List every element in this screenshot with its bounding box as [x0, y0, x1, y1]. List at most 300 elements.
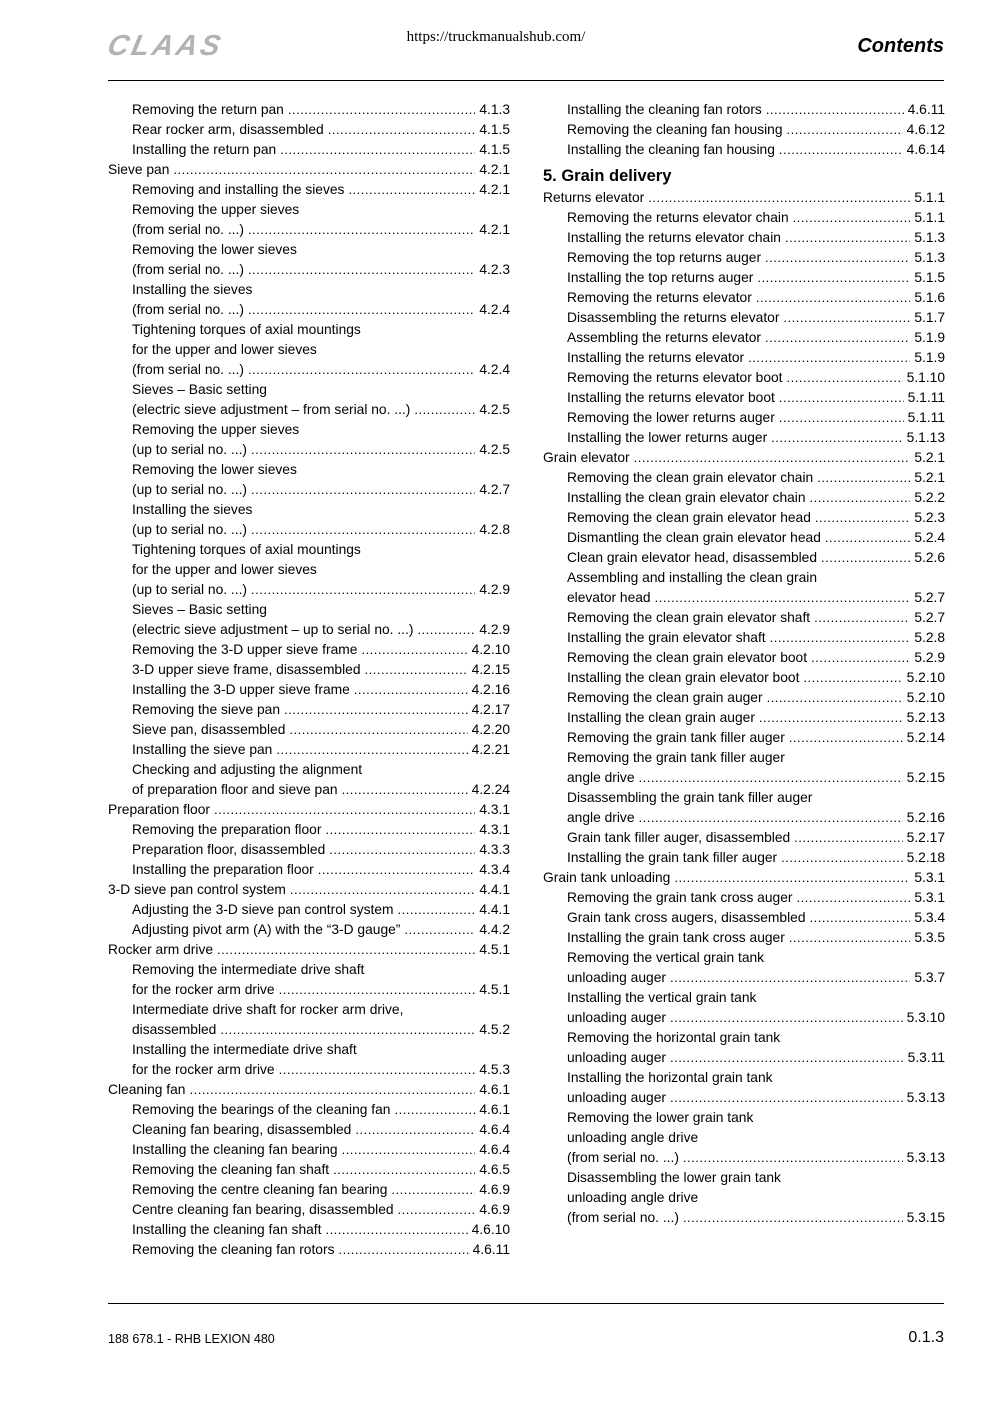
- toc-entry-title: Sieves – Basic setting: [132, 382, 267, 397]
- toc-entry-title: Removing the intermediate drive shaft: [132, 962, 365, 977]
- toc-entry-title: Removing the lower returns auger: [567, 410, 775, 425]
- toc-entry-title: Installing the cleaning fan bearing: [132, 1142, 338, 1157]
- toc-dot-leader: [342, 1140, 476, 1160]
- toc-entry[interactable]: [108, 420, 510, 440]
- toc-entry[interactable]: [543, 308, 945, 328]
- toc-dot-leader: [821, 548, 910, 568]
- toc-entry[interactable]: [543, 948, 945, 968]
- toc-entry-page: 5.1.1: [914, 190, 945, 205]
- toc-entry-page: 5.3.5: [914, 930, 945, 945]
- toc-dot-leader: [214, 800, 475, 820]
- toc-entry[interactable]: [543, 248, 945, 268]
- toc-entry[interactable]: [108, 1160, 510, 1180]
- toc-entry[interactable]: [543, 428, 945, 448]
- toc-entry[interactable]: [108, 1180, 510, 1200]
- toc-dot-leader: [348, 180, 475, 200]
- toc-dot-leader: [391, 1180, 475, 1200]
- toc-entry-title: Installing the sieves: [132, 502, 253, 517]
- toc-entry[interactable]: [543, 228, 945, 248]
- toc-entry[interactable]: [108, 820, 510, 840]
- toc-dot-leader: [251, 440, 475, 460]
- toc-entry-title: Removing the upper sieves: [132, 422, 300, 437]
- toc-entry-page: 4.2.9: [479, 582, 510, 597]
- toc-entry[interactable]: [543, 100, 945, 120]
- toc-entry[interactable]: [543, 208, 945, 228]
- toc-entry[interactable]: [108, 800, 510, 820]
- toc-entry-title: (from serial no. ...): [567, 1210, 679, 1225]
- toc-entry[interactable]: [108, 1000, 510, 1020]
- toc-dot-leader: [284, 700, 468, 720]
- toc-entry[interactable]: [108, 1020, 510, 1040]
- toc-entry-page: 4.2.24: [471, 782, 510, 797]
- toc-entry[interactable]: [543, 468, 945, 488]
- toc-entry[interactable]: [543, 1048, 945, 1068]
- toc-entry-page: 4.1.3: [479, 102, 510, 117]
- toc-entry[interactable]: [543, 1208, 945, 1228]
- toc-entry-page: 4.2.8: [479, 522, 510, 537]
- toc-entry[interactable]: [543, 748, 945, 768]
- toc-entry[interactable]: [543, 888, 945, 908]
- toc-entry-title: (electric sieve adjustment – from serial no. ...): [132, 402, 411, 417]
- toc-entry-page: 5.3.1: [914, 890, 945, 905]
- toc-entry-title: Adjusting pivot arm (A) with the “3-D gauge”: [132, 922, 401, 937]
- toc-entry[interactable]: [543, 348, 945, 368]
- toc-entry-page: 5.2.4: [914, 530, 945, 545]
- toc-entry-title: Preparation floor: [108, 802, 211, 817]
- toc-entry[interactable]: [108, 940, 510, 960]
- toc-entry[interactable]: [108, 260, 510, 280]
- toc-dot-leader: [789, 928, 911, 948]
- toc-dot-leader: [648, 188, 910, 208]
- toc-entry[interactable]: [108, 920, 510, 940]
- toc-entry[interactable]: [543, 188, 945, 208]
- toc-entry[interactable]: [108, 1200, 510, 1220]
- toc-dot-leader: [765, 328, 910, 348]
- toc-entry-title: Installing the cleaning fan housing: [567, 142, 775, 157]
- toc-entry-title: (electric sieve adjustment – up to serial no. ...): [132, 622, 414, 637]
- toc-entry-title: Removing the returns elevator: [567, 290, 752, 305]
- toc-entry[interactable]: [543, 1128, 945, 1148]
- toc-entry-title: Removing the grain tank cross auger: [567, 890, 793, 905]
- toc-entry[interactable]: [543, 808, 945, 828]
- toc-entry[interactable]: [108, 360, 510, 380]
- toc-entry-title: Installing the grain tank cross auger: [567, 930, 785, 945]
- toc-entry-page: 5.2.17: [906, 830, 945, 845]
- toc-entry[interactable]: [108, 460, 510, 480]
- toc-entry-title: Assembling and installing the clean grain: [567, 570, 818, 585]
- toc-dot-leader: [770, 628, 911, 648]
- toc-entry[interactable]: [108, 200, 510, 220]
- toc-entry[interactable]: [543, 848, 945, 868]
- toc-entry-title: Removing the sieve pan: [132, 702, 281, 717]
- toc-entry-title: Installing the clean grain auger: [567, 710, 755, 725]
- toc-dot-leader: [248, 260, 475, 280]
- toc-entry[interactable]: [543, 568, 945, 588]
- toc-entry[interactable]: [543, 388, 945, 408]
- toc-entry-title: Installing the intermediate drive shaft: [132, 1042, 357, 1057]
- toc-dot-leader: [217, 940, 475, 960]
- page-title: Contents: [857, 35, 944, 57]
- toc-entry[interactable]: [108, 480, 510, 500]
- toc-entry-title: disassembled: [132, 1022, 217, 1037]
- toc-entry-title: (up to serial no. ...): [132, 582, 248, 597]
- toc-entry-title: Installing the sieves: [132, 282, 253, 297]
- toc-entry[interactable]: [108, 380, 510, 400]
- toc-dot-leader: [683, 1208, 903, 1228]
- toc-entry-title: Adjusting the 3-D sieve pan control system: [132, 902, 394, 917]
- toc-entry-page: 5.2.6: [914, 550, 945, 565]
- toc-entry-title: for the upper and lower sieves: [132, 342, 317, 357]
- toc-entry-page: 4.1.5: [479, 122, 510, 137]
- toc-entry[interactable]: [108, 980, 510, 1000]
- toc-entry[interactable]: [543, 408, 945, 428]
- toc-entry[interactable]: [543, 688, 945, 708]
- toc-entry[interactable]: [108, 100, 510, 120]
- toc-entry[interactable]: [543, 828, 945, 848]
- toc-dot-leader: [771, 428, 902, 448]
- header-url[interactable]: https://truckmanualshub.com/: [406, 29, 586, 45]
- toc-entry[interactable]: [108, 500, 510, 520]
- toc-entry-title: Installing the return pan: [132, 142, 277, 157]
- toc-entry[interactable]: [108, 740, 510, 760]
- toc-entry[interactable]: [543, 1168, 945, 1188]
- toc-entry-page: 5.3.13: [906, 1090, 945, 1105]
- toc-entry[interactable]: [108, 620, 510, 640]
- toc-entry-page: 5.2.7: [914, 590, 945, 605]
- toc-entry[interactable]: [543, 120, 945, 140]
- toc-entry-title: (up to serial no. ...): [132, 522, 248, 537]
- toc-entry[interactable]: [108, 240, 510, 260]
- toc-entry-title: Disassembling the grain tank filler auger: [567, 790, 813, 805]
- toc-entry[interactable]: [543, 928, 945, 948]
- footer-divider: [108, 1303, 944, 1304]
- toc-entry[interactable]: [108, 1080, 510, 1100]
- toc-entry-title: Assembling the returns elevator: [567, 330, 762, 345]
- toc-entry-title: Grain tank unloading: [543, 870, 671, 885]
- toc-entry-title: Grain elevator: [543, 450, 630, 465]
- toc-entry[interactable]: [108, 860, 510, 880]
- toc-dot-leader: [248, 360, 475, 380]
- toc-entry-page: 4.6.12: [906, 122, 945, 137]
- toc-entry-title: unloading auger: [567, 970, 666, 985]
- toc-entry-title: Installing the grain tank filler auger: [567, 850, 778, 865]
- toc-entry[interactable]: [543, 1148, 945, 1168]
- toc-entry-title: Cleaning fan bearing, disassembled: [132, 1122, 352, 1137]
- toc-entry[interactable]: [108, 1120, 510, 1140]
- toc-dot-leader: [787, 120, 903, 140]
- toc-entry[interactable]: [108, 680, 510, 700]
- toc-entry[interactable]: [543, 608, 945, 628]
- toc-entry[interactable]: [108, 400, 510, 420]
- toc-entry[interactable]: [108, 1240, 510, 1260]
- toc-entry-title: Intermediate drive shaft for rocker arm drive,: [132, 1002, 404, 1017]
- toc-entry-title: Tightening torques of axial mountings: [132, 322, 361, 337]
- toc-entry-title: (from serial no. ...): [132, 262, 244, 277]
- toc-dot-leader: [785, 228, 910, 248]
- toc-entry-title: Removing the returns elevator boot: [567, 370, 783, 385]
- toc-entry-title: Installing the lower returns auger: [567, 430, 768, 445]
- toc-entry-page: 5.1.9: [914, 350, 945, 365]
- toc-entry-page: 4.4.2: [479, 922, 510, 937]
- toc-entry-page: 5.3.7: [914, 970, 945, 985]
- header-divider: [108, 80, 944, 81]
- toc-entry-title: Installing the clean grain elevator chain: [567, 490, 806, 505]
- toc-entry-title: Installing the cleaning fan rotors: [567, 102, 762, 117]
- toc-entry[interactable]: [543, 288, 945, 308]
- toc-entry-page: 5.3.15: [906, 1210, 945, 1225]
- toc-entry-page: 4.2.1: [479, 162, 510, 177]
- toc-dot-leader: [756, 288, 910, 308]
- toc-dot-leader: [803, 668, 902, 688]
- toc-entry-page: 5.2.9: [914, 650, 945, 665]
- toc-entry[interactable]: [108, 220, 510, 240]
- toc-entry[interactable]: [108, 760, 510, 780]
- toc-dot-leader: [793, 208, 911, 228]
- toc-entry-title: Removing the lower sieves: [132, 462, 297, 477]
- toc-dot-leader: [811, 648, 910, 668]
- toc-entry[interactable]: [543, 588, 945, 608]
- toc-entry-title: Removing the clean grain elevator head: [567, 510, 811, 525]
- toc-entry[interactable]: [543, 1088, 945, 1108]
- toc-entry[interactable]: [108, 160, 510, 180]
- toc-dot-leader: [783, 308, 910, 328]
- toc-entry-page: 5.1.6: [914, 290, 945, 305]
- toc-entry-title: Installing the returns elevator chain: [567, 230, 781, 245]
- toc-entry-title: (up to serial no. ...): [132, 442, 248, 457]
- toc-entry[interactable]: [543, 1108, 945, 1128]
- toc-entry-page: 5.3.4: [914, 910, 945, 925]
- toc-dot-leader: [757, 268, 910, 288]
- toc-entry-page: 4.5.3: [479, 1062, 510, 1077]
- toc-dot-leader: [779, 140, 903, 160]
- toc-dot-leader: [355, 1120, 475, 1140]
- toc-entry[interactable]: [543, 908, 945, 928]
- toc-entry-title: Removing the grain tank filler auger: [567, 730, 785, 745]
- toc-entry-title: Removing the clean grain elevator chain: [567, 470, 814, 485]
- toc-entry-title: Installing the top returns auger: [567, 270, 754, 285]
- toc-dot-leader: [276, 740, 467, 760]
- toc-dot-leader: [683, 1148, 903, 1168]
- toc-entry[interactable]: [543, 788, 945, 808]
- toc-entry[interactable]: [543, 448, 945, 468]
- toc-entry-title: (from serial no. ...): [132, 362, 244, 377]
- toc-entry-title: Returns elevator: [543, 190, 645, 205]
- toc-entry[interactable]: [543, 628, 945, 648]
- toc-entry[interactable]: [108, 120, 510, 140]
- toc-entry[interactable]: [543, 1188, 945, 1208]
- toc-entry[interactable]: [108, 840, 510, 860]
- toc-dot-leader: [290, 880, 475, 900]
- toc-entry-title: Removing the cleaning fan shaft: [132, 1162, 330, 1177]
- toc-dot-leader: [779, 408, 904, 428]
- toc-entry-page: 5.1.7: [914, 310, 945, 325]
- toc-entry-title: Removing the top returns auger: [567, 250, 762, 265]
- toc-entry[interactable]: [543, 548, 945, 568]
- toc-entry-title: Cleaning fan: [108, 1082, 186, 1097]
- toc-dot-leader: [279, 980, 476, 1000]
- toc-dot-leader: [251, 580, 475, 600]
- toc-entry-title: unloading auger: [567, 1050, 666, 1065]
- toc-entry-page: 5.1.3: [914, 250, 945, 265]
- toc-entry-title: Removing the returns elevator chain: [567, 210, 789, 225]
- toc-entry[interactable]: [108, 640, 510, 660]
- toc-entry-page: 4.6.9: [479, 1202, 510, 1217]
- toc-entry[interactable]: [108, 1040, 510, 1060]
- toc-dot-leader: [251, 480, 475, 500]
- toc-dot-leader: [779, 388, 904, 408]
- toc-entry-title: Installing the preparation floor: [132, 862, 314, 877]
- toc-entry[interactable]: [108, 540, 510, 560]
- toc-entry[interactable]: [108, 600, 510, 620]
- toc-entry-title: angle drive: [567, 810, 635, 825]
- toc-entry-title: Sieve pan: [108, 162, 170, 177]
- toc-entry[interactable]: [108, 140, 510, 160]
- toc-entry-page: 5.1.9: [914, 330, 945, 345]
- toc-entry-page: 5.2.3: [914, 510, 945, 525]
- toc-entry[interactable]: [108, 700, 510, 720]
- toc-entry-title: Checking and adjusting the alignment: [132, 762, 363, 777]
- toc-dot-leader: [279, 1060, 476, 1080]
- toc-dot-leader: [814, 608, 910, 628]
- toc-dot-leader: [394, 1100, 475, 1120]
- toc-entry[interactable]: [543, 328, 945, 348]
- toc-entry[interactable]: [543, 488, 945, 508]
- toc-entry-title: Removing the horizontal grain tank: [567, 1030, 781, 1045]
- toc-entry-title: Installing the grain elevator shaft: [567, 630, 766, 645]
- toc-entry[interactable]: [543, 728, 945, 748]
- toc-entry[interactable]: [543, 988, 945, 1008]
- toc-entry[interactable]: [108, 1140, 510, 1160]
- toc-entry-title: unloading angle drive: [567, 1190, 699, 1205]
- toc-entry-title: Installing the horizontal grain tank: [567, 1070, 773, 1085]
- toc-entry-title: Grain tank filler auger, disassembled: [567, 830, 791, 845]
- toc-entry[interactable]: [543, 668, 945, 688]
- toc-entry[interactable]: [108, 580, 510, 600]
- toc-entry-page: 5.1.3: [914, 230, 945, 245]
- toc-dot-leader: [417, 620, 475, 640]
- toc-entry-title: Disassembling the lower grain tank: [567, 1170, 781, 1185]
- toc-dot-leader: [748, 348, 910, 368]
- toc-dot-leader: [767, 688, 903, 708]
- toc-entry[interactable]: [108, 1060, 510, 1080]
- toc-dot-leader: [655, 588, 911, 608]
- toc-entry-page: 4.5.1: [479, 982, 510, 997]
- toc-entry-title: Disassembling the returns elevator: [567, 310, 780, 325]
- toc-entry[interactable]: [543, 1028, 945, 1048]
- toc-entry-title: Preparation floor, disassembled: [132, 842, 326, 857]
- toc-entry[interactable]: [108, 780, 510, 800]
- toc-dot-leader: [414, 400, 475, 420]
- toc-entry-page: 4.6.9: [479, 1182, 510, 1197]
- toc-entry[interactable]: [108, 300, 510, 320]
- toc-entry-page: 4.6.4: [479, 1142, 510, 1157]
- toc-entry[interactable]: [108, 520, 510, 540]
- toc-entry-page: 4.3.4: [479, 862, 510, 877]
- toc-entry-title: Removing the grain tank filler auger: [567, 750, 785, 765]
- toc-entry[interactable]: [108, 720, 510, 740]
- toc-entry-title: (from serial no. ...): [132, 222, 244, 237]
- toc-entry-page: 5.2.18: [906, 850, 945, 865]
- toc-entry-page: 5.2.7: [914, 610, 945, 625]
- toc-entry-title: elevator head: [567, 590, 651, 605]
- toc-dot-leader: [765, 248, 910, 268]
- toc-entry-page: 5.1.11: [907, 410, 945, 425]
- toc-dot-leader: [173, 160, 475, 180]
- toc-entry-page: 4.3.3: [479, 842, 510, 857]
- toc-entry[interactable]: [543, 768, 945, 788]
- toc-entry[interactable]: [543, 1068, 945, 1088]
- toc-entry[interactable]: [543, 528, 945, 548]
- toc-entry-page: 4.5.2: [479, 1022, 510, 1037]
- toc-dot-leader: [361, 640, 467, 660]
- toc-entry-page: 4.6.4: [479, 1122, 510, 1137]
- toc-entry-page: 5.3.11: [907, 1050, 945, 1065]
- toc-entry-page: 4.2.9: [479, 622, 510, 637]
- toc-dot-leader: [787, 368, 903, 388]
- toc-entry[interactable]: [543, 868, 945, 888]
- toc-entry-page: 4.6.11: [907, 102, 945, 117]
- toc-entry[interactable]: [543, 268, 945, 288]
- toc-entry[interactable]: [108, 900, 510, 920]
- toc-entry[interactable]: [108, 560, 510, 580]
- toc-entry-title: Tightening torques of axial mountings: [132, 542, 361, 557]
- toc-entry[interactable]: [543, 368, 945, 388]
- toc-dot-leader: [342, 780, 468, 800]
- toc-entry[interactable]: [543, 968, 945, 988]
- toc-entry[interactable]: [543, 140, 945, 160]
- toc-entry[interactable]: [108, 960, 510, 980]
- toc-entry[interactable]: [108, 660, 510, 680]
- toc-entry[interactable]: [108, 180, 510, 200]
- toc-dot-leader: [189, 1080, 475, 1100]
- toc-entry[interactable]: [543, 708, 945, 728]
- toc-entry-title: (up to serial no. ...): [132, 482, 248, 497]
- toc-entry-title: Installing the clean grain elevator boot: [567, 670, 800, 685]
- toc-entry-title: unloading auger: [567, 1090, 666, 1105]
- toc-entry[interactable]: [543, 1008, 945, 1028]
- toc-entry-title: 3-D sieve pan control system: [108, 882, 286, 897]
- toc-entry-page: 4.2.5: [479, 442, 510, 457]
- toc-entry[interactable]: [108, 1100, 510, 1120]
- toc-dot-leader: [354, 680, 468, 700]
- toc-entry[interactable]: [108, 1220, 510, 1240]
- toc-entry-title: Installing the cleaning fan shaft: [132, 1222, 322, 1237]
- toc-dot-leader: [248, 300, 475, 320]
- toc-dot-leader: [639, 768, 903, 788]
- toc-entry-title: Removing the preparation floor: [132, 822, 322, 837]
- toc-entry[interactable]: [543, 508, 945, 528]
- toc-dot-leader: [251, 520, 475, 540]
- toc-entry[interactable]: [543, 648, 945, 668]
- toc-entry-title: Installing the returns elevator boot: [567, 390, 775, 405]
- toc-entry-page: 4.6.5: [479, 1162, 510, 1177]
- toc-entry[interactable]: [108, 280, 510, 300]
- toc-entry[interactable]: [108, 320, 510, 340]
- toc-entry-title: Removing the centre cleaning fan bearing: [132, 1182, 388, 1197]
- toc-dot-leader: [766, 100, 904, 120]
- toc-entry-page: 4.2.1: [479, 222, 510, 237]
- toc-entry-page: 5.2.13: [906, 710, 945, 725]
- toc-dot-leader: [759, 708, 903, 728]
- toc-entry-title: (from serial no. ...): [567, 1150, 679, 1165]
- toc-entry-page: 5.2.1: [914, 470, 945, 485]
- toc-dot-leader: [280, 140, 475, 160]
- toc-entry[interactable]: [108, 880, 510, 900]
- toc-entry-title: Removing the clean grain elevator boot: [567, 650, 808, 665]
- toc-entry-title: Removing the 3-D upper sieve frame: [132, 642, 358, 657]
- toc-entry[interactable]: [108, 440, 510, 460]
- toc-entry[interactable]: [108, 340, 510, 360]
